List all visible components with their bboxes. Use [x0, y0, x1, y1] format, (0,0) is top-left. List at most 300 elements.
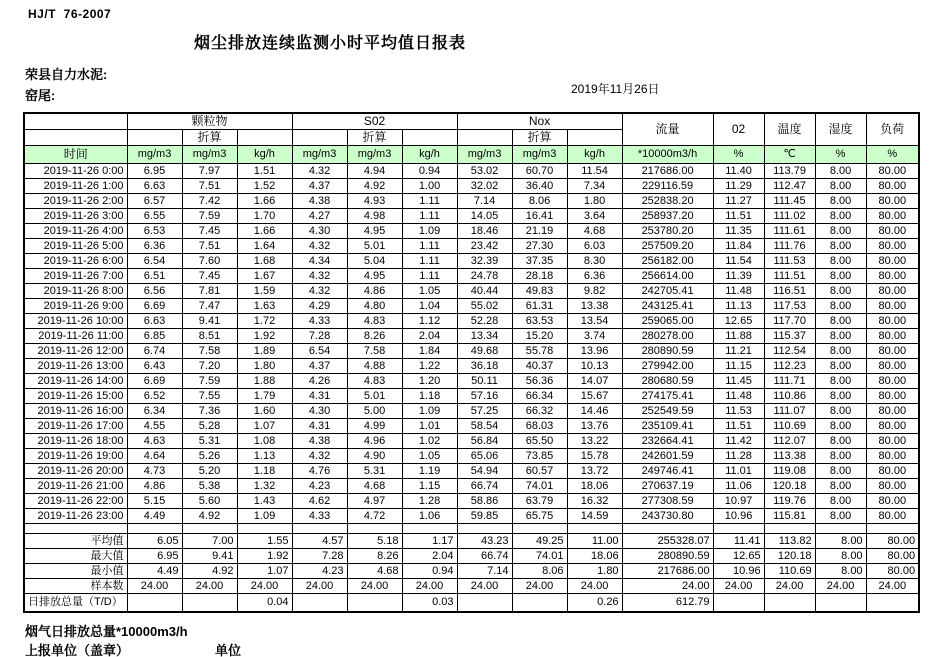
value-cell: 112.07 — [764, 433, 815, 448]
value-cell: 1.11 — [402, 208, 457, 223]
value-cell: 6.43 — [127, 358, 182, 373]
time-cell: 2019-11-26 16:00 — [24, 403, 127, 418]
value-cell: 36.40 — [512, 178, 567, 193]
value-cell: 1.11 — [402, 268, 457, 283]
value-cell: 4.37 — [292, 358, 347, 373]
summary-value — [457, 593, 512, 612]
value-cell: 115.81 — [764, 508, 815, 523]
value-cell: 1.64 — [237, 238, 292, 253]
unit-cell: kg/h — [567, 145, 622, 163]
spacer-cell — [622, 523, 713, 533]
summary-value: 120.18 — [764, 548, 815, 563]
time-column-header: 时间 — [24, 145, 127, 163]
value-cell: 6.34 — [127, 403, 182, 418]
summary-value: 8.26 — [347, 548, 402, 563]
time-cell: 2019-11-26 19:00 — [24, 448, 127, 463]
spacer-row — [24, 523, 919, 533]
value-cell: 116.51 — [764, 283, 815, 298]
value-cell: 1.09 — [402, 403, 457, 418]
time-cell: 2019-11-26 9:00 — [24, 298, 127, 313]
value-cell: 1.15 — [402, 478, 457, 493]
value-cell: 8.00 — [815, 193, 866, 208]
value-cell: 61.31 — [512, 298, 567, 313]
value-cell: 1.88 — [237, 373, 292, 388]
value-cell: 18.06 — [567, 478, 622, 493]
value-cell: 80.00 — [866, 223, 919, 238]
table-body — [24, 163, 919, 612]
summary-value: 6.95 — [127, 548, 182, 563]
value-cell: 274175.41 — [622, 388, 713, 403]
summary-value: 6.05 — [127, 533, 182, 548]
value-cell: 8.00 — [815, 268, 866, 283]
data-row — [24, 193, 919, 208]
summary-value: 12.65 — [713, 548, 764, 563]
value-cell: 4.32 — [292, 163, 347, 178]
summary-value: 24.00 — [622, 578, 713, 593]
value-cell: 11.54 — [567, 163, 622, 178]
value-cell: 11.29 — [713, 178, 764, 193]
value-cell: 119.08 — [764, 463, 815, 478]
value-cell: 6.57 — [127, 193, 182, 208]
value-cell: 80.00 — [866, 313, 919, 328]
report-date: 2019年11月26日 — [571, 82, 660, 96]
unit-cell: mg/m3 — [512, 145, 567, 163]
value-cell: 40.44 — [457, 283, 512, 298]
time-cell: 2019-11-26 5:00 — [24, 238, 127, 253]
data-row — [24, 178, 919, 193]
time-cell: 2019-11-26 2:00 — [24, 193, 127, 208]
summary-value: 612.79 — [622, 593, 713, 612]
value-cell: 110.69 — [764, 418, 815, 433]
value-cell: 217686.00 — [622, 163, 713, 178]
value-cell: 16.32 — [567, 493, 622, 508]
value-cell: 59.85 — [457, 508, 512, 523]
value-cell: 7.97 — [182, 163, 237, 178]
value-cell: 80.00 — [866, 433, 919, 448]
value-cell: 50.11 — [457, 373, 512, 388]
value-cell: 8.06 — [512, 193, 567, 208]
data-row — [24, 313, 919, 328]
value-cell: 9.41 — [182, 313, 237, 328]
value-cell: 6.63 — [127, 313, 182, 328]
col-group-so2: S02 — [292, 113, 457, 129]
value-cell: 6.85 — [127, 328, 182, 343]
spacer-cell — [866, 523, 919, 533]
value-cell: 8.00 — [815, 298, 866, 313]
value-cell: 4.64 — [127, 448, 182, 463]
summary-value — [292, 593, 347, 612]
value-cell: 5.15 — [127, 493, 182, 508]
value-cell: 11.45 — [713, 373, 764, 388]
value-cell: 65.06 — [457, 448, 512, 463]
value-cell: 66.32 — [512, 403, 567, 418]
value-cell: 11.51 — [713, 418, 764, 433]
unit-cell: mg/m3 — [347, 145, 402, 163]
value-cell: 4.93 — [347, 193, 402, 208]
value-cell: 8.00 — [815, 463, 866, 478]
value-cell: 1.19 — [402, 463, 457, 478]
value-cell: 5.38 — [182, 478, 237, 493]
value-cell: 1.84 — [402, 343, 457, 358]
value-cell: 8.00 — [815, 328, 866, 343]
spacer-cell — [764, 523, 815, 533]
value-cell: 6.51 — [127, 268, 182, 283]
value-cell: 1.67 — [237, 268, 292, 283]
data-row — [24, 508, 919, 523]
value-cell: 4.30 — [292, 223, 347, 238]
value-cell: 80.00 — [866, 193, 919, 208]
value-cell: 49.83 — [512, 283, 567, 298]
value-cell: 11.27 — [713, 193, 764, 208]
summary-value: 24.00 — [237, 578, 292, 593]
value-cell: 232664.41 — [622, 433, 713, 448]
value-cell: 11.21 — [713, 343, 764, 358]
summary-value: 2.04 — [402, 548, 457, 563]
value-cell: 5.60 — [182, 493, 237, 508]
value-cell: 4.32 — [292, 283, 347, 298]
summary-value: 24.00 — [347, 578, 402, 593]
data-row — [24, 238, 919, 253]
data-row — [24, 163, 919, 178]
value-cell: 13.38 — [567, 298, 622, 313]
value-cell: 1.32 — [237, 478, 292, 493]
unit-label: 单位 — [215, 643, 242, 657]
value-cell: 14.46 — [567, 403, 622, 418]
company-name: 荣县自力水泥: — [25, 67, 108, 82]
value-cell: 111.02 — [764, 208, 815, 223]
spacer-cell — [127, 523, 182, 533]
spacer-cell — [347, 523, 402, 533]
summary-label: 最小值 — [24, 563, 127, 578]
value-cell: 1.51 — [237, 163, 292, 178]
value-cell: 8.00 — [815, 403, 866, 418]
value-cell: 24.78 — [457, 268, 512, 283]
value-cell: 80.00 — [866, 358, 919, 373]
value-cell: 243730.80 — [622, 508, 713, 523]
value-cell: 5.04 — [347, 253, 402, 268]
value-cell: 8.00 — [815, 478, 866, 493]
value-cell: 11.39 — [713, 268, 764, 283]
summary-value: 24.00 — [182, 578, 237, 593]
summary-value: 5.18 — [347, 533, 402, 548]
value-cell: 1.72 — [237, 313, 292, 328]
value-cell: 13.96 — [567, 343, 622, 358]
value-cell: 257509.20 — [622, 238, 713, 253]
data-row — [24, 358, 919, 373]
value-cell: 80.00 — [866, 238, 919, 253]
time-cell: 2019-11-26 11:00 — [24, 328, 127, 343]
units-header-row — [24, 145, 919, 163]
unit-cell: mg/m3 — [292, 145, 347, 163]
value-cell: 1.06 — [402, 508, 457, 523]
summary-value: 24.00 — [127, 578, 182, 593]
value-cell: 80.00 — [866, 343, 919, 358]
value-cell: 5.20 — [182, 463, 237, 478]
value-cell: 6.63 — [127, 178, 182, 193]
col-header-humidity: 湿度 — [815, 113, 866, 145]
value-cell: 1.68 — [237, 253, 292, 268]
value-cell: 4.94 — [347, 163, 402, 178]
summary-value: 113.82 — [764, 533, 815, 548]
value-cell: 258937.20 — [622, 208, 713, 223]
summary-value: 1.55 — [237, 533, 292, 548]
value-cell: 80.00 — [866, 448, 919, 463]
value-cell: 1.00 — [402, 178, 457, 193]
spacer-cell — [713, 523, 764, 533]
value-cell: 1.59 — [237, 283, 292, 298]
summary-value: 110.69 — [764, 563, 815, 578]
summary-value — [347, 593, 402, 612]
value-cell: 4.29 — [292, 298, 347, 313]
value-cell: 7.45 — [182, 223, 237, 238]
value-cell: 1.05 — [402, 448, 457, 463]
time-cell: 2019-11-26 4:00 — [24, 223, 127, 238]
value-cell: 7.51 — [182, 178, 237, 193]
summary-value: 217686.00 — [622, 563, 713, 578]
value-cell: 256182.00 — [622, 253, 713, 268]
time-cell: 2019-11-26 18:00 — [24, 433, 127, 448]
value-cell: 27.30 — [512, 238, 567, 253]
col-group-particulate: 颗粒物 — [127, 113, 292, 129]
value-cell: 111.53 — [764, 253, 815, 268]
summary-value — [512, 593, 567, 612]
data-row — [24, 283, 919, 298]
summary-value — [713, 593, 764, 612]
value-cell: 49.68 — [457, 343, 512, 358]
data-row — [24, 373, 919, 388]
value-cell: 1.13 — [237, 448, 292, 463]
value-cell: 4.30 — [292, 403, 347, 418]
value-cell: 13.54 — [567, 313, 622, 328]
value-cell: 4.86 — [127, 478, 182, 493]
summary-value: 24.00 — [764, 578, 815, 593]
value-cell: 9.82 — [567, 283, 622, 298]
value-cell: 4.32 — [292, 448, 347, 463]
value-cell: 80.00 — [866, 298, 919, 313]
value-cell: 37.35 — [512, 253, 567, 268]
summary-value: 11.00 — [567, 533, 622, 548]
value-cell: 80.00 — [866, 373, 919, 388]
value-cell: 18.46 — [457, 223, 512, 238]
spacer-cell — [567, 523, 622, 533]
value-cell: 8.00 — [815, 313, 866, 328]
value-cell: 1.92 — [237, 328, 292, 343]
value-cell: 15.78 — [567, 448, 622, 463]
summary-value: 24.00 — [292, 578, 347, 593]
value-cell: 119.76 — [764, 493, 815, 508]
value-cell: 2.04 — [402, 328, 457, 343]
data-row — [24, 448, 919, 463]
spacer-cell — [24, 523, 127, 533]
empty-cell — [24, 129, 127, 145]
value-cell: 7.28 — [292, 328, 347, 343]
value-cell: 1.52 — [237, 178, 292, 193]
value-cell: 7.20 — [182, 358, 237, 373]
summary-value: 0.04 — [237, 593, 292, 612]
spacer-cell — [292, 523, 347, 533]
value-cell: 73.85 — [512, 448, 567, 463]
value-cell: 80.00 — [866, 463, 919, 478]
value-cell: 11.15 — [713, 358, 764, 373]
value-cell: 4.62 — [292, 493, 347, 508]
value-cell: 10.13 — [567, 358, 622, 373]
value-cell: 1.18 — [237, 463, 292, 478]
value-cell: 4.38 — [292, 193, 347, 208]
value-cell: 8.00 — [815, 238, 866, 253]
value-cell: 52.28 — [457, 313, 512, 328]
value-cell: 235109.41 — [622, 418, 713, 433]
spacer-cell — [182, 523, 237, 533]
page-title: 烟尘排放连续监测小时平均值日报表 — [193, 35, 466, 52]
data-row — [24, 463, 919, 478]
value-cell: 253780.20 — [622, 223, 713, 238]
summary-value: 9.41 — [182, 548, 237, 563]
value-cell: 3.64 — [567, 208, 622, 223]
value-cell: 1.08 — [237, 433, 292, 448]
data-row — [24, 478, 919, 493]
summary-value: 18.06 — [567, 548, 622, 563]
report-table — [23, 112, 920, 613]
value-cell: 58.54 — [457, 418, 512, 433]
data-row — [24, 208, 919, 223]
summary-row — [24, 578, 919, 593]
summary-value: 1.80 — [567, 563, 622, 578]
value-cell: 1.28 — [402, 493, 457, 508]
value-cell: 11.84 — [713, 238, 764, 253]
value-cell: 112.47 — [764, 178, 815, 193]
value-cell: 1.66 — [237, 193, 292, 208]
value-cell: 54.94 — [457, 463, 512, 478]
value-cell: 243125.41 — [622, 298, 713, 313]
value-cell: 113.38 — [764, 448, 815, 463]
summary-value — [182, 593, 237, 612]
time-cell: 2019-11-26 13:00 — [24, 358, 127, 373]
value-cell: 259065.00 — [622, 313, 713, 328]
value-cell: 8.00 — [815, 253, 866, 268]
value-cell: 1.09 — [237, 508, 292, 523]
value-cell: 5.26 — [182, 448, 237, 463]
value-cell: 80.00 — [866, 418, 919, 433]
value-cell: 4.34 — [292, 253, 347, 268]
data-row — [24, 433, 919, 448]
value-cell: 7.42 — [182, 193, 237, 208]
summary-value: 1.07 — [237, 563, 292, 578]
value-cell: 7.60 — [182, 253, 237, 268]
data-row — [24, 343, 919, 358]
value-cell: 4.86 — [347, 283, 402, 298]
summary-value: 80.00 — [866, 563, 919, 578]
value-cell: 4.33 — [292, 313, 347, 328]
summary-value: 4.68 — [347, 563, 402, 578]
value-cell: 15.20 — [512, 328, 567, 343]
value-cell: 80.00 — [866, 493, 919, 508]
standard-number: HJ/T 76-2007 — [28, 7, 112, 21]
unit-cell: kg/h — [402, 145, 457, 163]
time-cell: 2019-11-26 8:00 — [24, 283, 127, 298]
value-cell: 60.57 — [512, 463, 567, 478]
value-cell: 65.75 — [512, 508, 567, 523]
value-cell: 80.00 — [866, 283, 919, 298]
value-cell: 11.28 — [713, 448, 764, 463]
col-header-o2: 02 — [713, 113, 764, 145]
value-cell: 3.74 — [567, 328, 622, 343]
value-cell: 13.34 — [457, 328, 512, 343]
value-cell: 80.00 — [866, 328, 919, 343]
value-cell: 1.80 — [567, 193, 622, 208]
unit-cell: % — [866, 145, 919, 163]
summary-label: 最大值 — [24, 548, 127, 563]
value-cell: 68.03 — [512, 418, 567, 433]
summary-value: 0.26 — [567, 593, 622, 612]
value-cell: 10.97 — [713, 493, 764, 508]
sub-header-converted-pm: 折算 — [182, 129, 237, 145]
value-cell: 4.90 — [347, 448, 402, 463]
summary-value: 4.92 — [182, 563, 237, 578]
value-cell: 56.84 — [457, 433, 512, 448]
value-cell: 13.76 — [567, 418, 622, 433]
value-cell: 7.59 — [182, 373, 237, 388]
value-cell: 80.00 — [866, 268, 919, 283]
summary-value: 7.28 — [292, 548, 347, 563]
value-cell: 66.34 — [512, 388, 567, 403]
value-cell: 6.69 — [127, 298, 182, 313]
col-header-load: 负荷 — [866, 113, 919, 145]
value-cell: 115.37 — [764, 328, 815, 343]
value-cell: 5.01 — [347, 388, 402, 403]
unit-cell: ℃ — [764, 145, 815, 163]
value-cell: 4.32 — [292, 268, 347, 283]
summary-value: 8.00 — [815, 548, 866, 563]
summary-value: 4.23 — [292, 563, 347, 578]
value-cell: 280890.59 — [622, 343, 713, 358]
value-cell: 1.22 — [402, 358, 457, 373]
spacer-cell — [237, 523, 292, 533]
summary-value: 11.41 — [713, 533, 764, 548]
value-cell: 1.01 — [402, 418, 457, 433]
time-cell: 2019-11-26 3:00 — [24, 208, 127, 223]
value-cell: 7.59 — [182, 208, 237, 223]
value-cell: 11.40 — [713, 163, 764, 178]
value-cell: 80.00 — [866, 163, 919, 178]
value-cell: 4.23 — [292, 478, 347, 493]
value-cell: 7.45 — [182, 268, 237, 283]
value-cell: 110.86 — [764, 388, 815, 403]
value-cell: 117.53 — [764, 298, 815, 313]
value-cell: 7.58 — [182, 343, 237, 358]
summary-row — [24, 563, 919, 578]
value-cell: 1.11 — [402, 193, 457, 208]
value-cell: 1.11 — [402, 253, 457, 268]
value-cell: 6.03 — [567, 238, 622, 253]
value-cell: 5.31 — [347, 463, 402, 478]
value-cell: 4.95 — [347, 223, 402, 238]
value-cell: 7.36 — [182, 403, 237, 418]
value-cell: 4.27 — [292, 208, 347, 223]
value-cell: 11.01 — [713, 463, 764, 478]
data-row — [24, 493, 919, 508]
value-cell: 11.54 — [713, 253, 764, 268]
summary-value: 80.00 — [866, 548, 919, 563]
value-cell: 8.00 — [815, 163, 866, 178]
value-cell: 28.18 — [512, 268, 567, 283]
value-cell: 8.00 — [815, 388, 866, 403]
summary-value: 4.49 — [127, 563, 182, 578]
value-cell: 80.00 — [866, 208, 919, 223]
value-cell: 111.71 — [764, 373, 815, 388]
summary-value: 24.00 — [815, 578, 866, 593]
value-cell: 7.34 — [567, 178, 622, 193]
value-cell: 4.95 — [347, 268, 402, 283]
